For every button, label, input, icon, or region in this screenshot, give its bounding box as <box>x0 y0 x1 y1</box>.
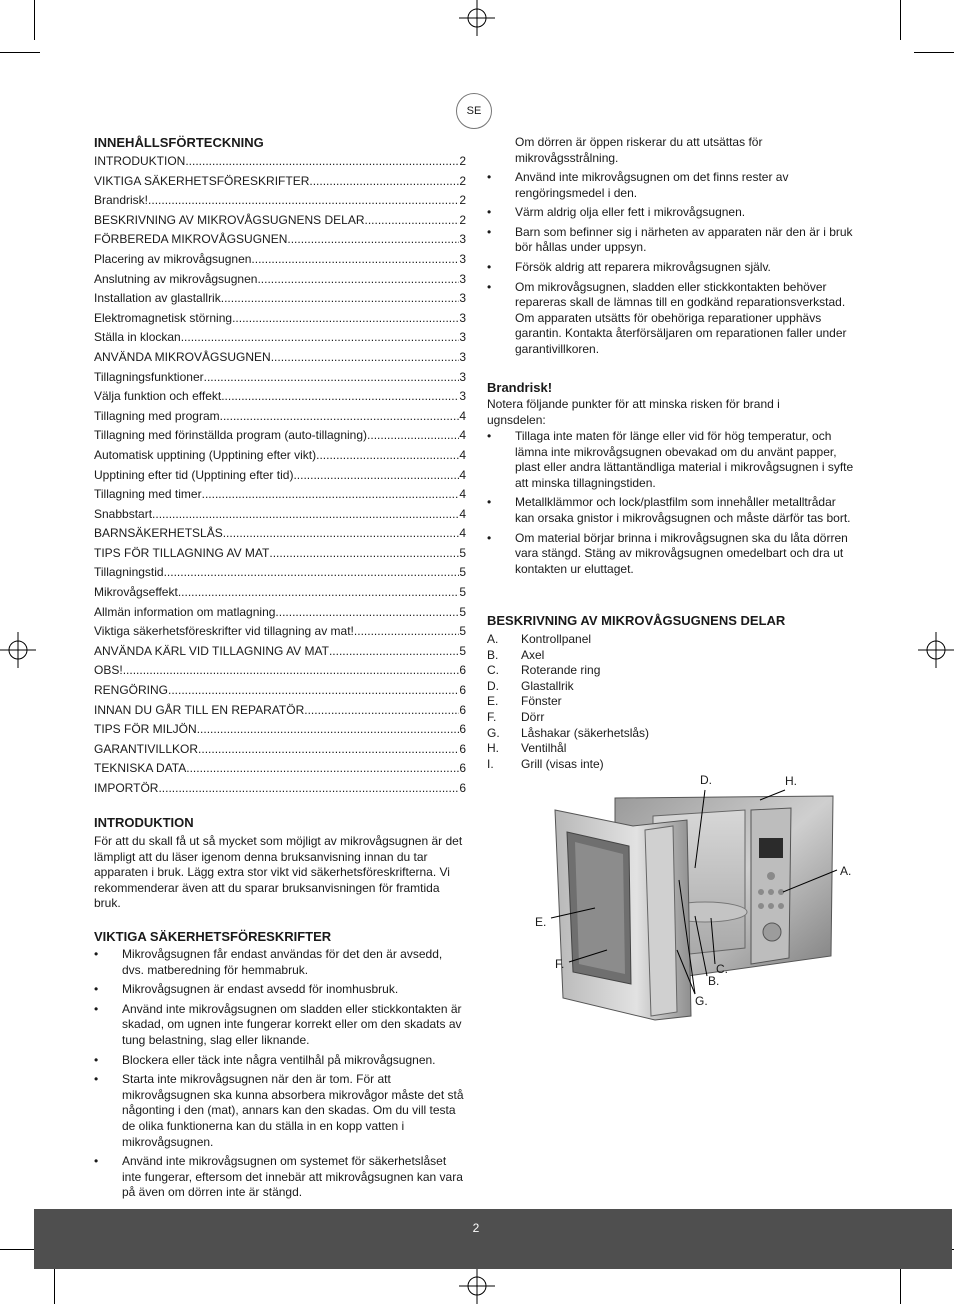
fire-list <box>487 429 855 581</box>
fire-title: Brandrisk! <box>487 380 553 395</box>
toc-entry <box>94 191 466 211</box>
part-label: Grill (visas inte) <box>521 756 604 771</box>
toc-entry-page: 6 <box>459 741 466 756</box>
part-key: C. <box>487 663 499 678</box>
toc-entry <box>94 211 466 231</box>
callout-g: G. <box>695 994 708 1008</box>
toc-entry-title: Installation av glastallrik <box>94 291 221 306</box>
part-item <box>487 726 787 742</box>
toc-entry <box>94 407 466 427</box>
toc-entry-page: 3 <box>459 389 466 404</box>
toc-entry-page: 5 <box>459 643 466 658</box>
toc-entry-page: 3 <box>459 251 466 266</box>
toc-entry-title: IMPORTÖR <box>94 781 159 795</box>
part-item <box>487 710 787 726</box>
bullet-item: • Använd inte mikrovågsugnen om sladden eller stickkontakten är skadad, om ugnen inte fungerar korrekt eller om den skadats av tung belastning, slag eller liknande. <box>94 1002 466 1049</box>
bullet-item: • Mikrovågsugnen får endast användas för det den är avsedd, dvs. matberedning för hemmabruk. <box>94 947 466 978</box>
registration-mark-icon <box>918 632 954 668</box>
toc-entry-title: GARANTIVILLKOR <box>94 741 199 756</box>
toc-entry <box>94 172 466 192</box>
toc-leader-dots <box>257 270 459 290</box>
part-item <box>487 648 787 664</box>
crop-mark <box>34 0 35 40</box>
crop-mark <box>914 52 954 53</box>
part-label: Glastallrik <box>521 678 574 693</box>
toc-leader-dots <box>204 368 460 388</box>
toc-leader-dots <box>221 289 460 309</box>
toc-entry <box>94 759 466 779</box>
toc-entry-page: 5 <box>459 545 466 560</box>
crop-mark <box>54 1264 55 1304</box>
toc-entry <box>94 740 466 760</box>
toc-entry-page: 3 <box>459 330 466 345</box>
toc-entry-title: Ställa in klockan <box>94 330 181 345</box>
toc-leader-dots <box>186 759 459 779</box>
bullet-item: • Metallklämmor och lock/plastfilm som innehåller metalltrådar kan orsaka gnistor i mikrovågsugnen och måste därför tas bort. <box>487 495 855 526</box>
toc-leader-dots <box>365 211 460 231</box>
toc-entry <box>94 524 466 544</box>
toc-entry-page: 3 <box>459 291 466 306</box>
part-key: A. <box>487 632 499 646</box>
part-key: F. <box>487 709 497 724</box>
part-key: D. <box>487 678 499 693</box>
toc-entry-title: Allmän information om matlagning <box>94 604 276 619</box>
toc-entry-title: Elektromagnetisk störning <box>94 310 233 325</box>
safety-list-continued <box>487 170 855 362</box>
toc-entry-page: 2 <box>459 212 466 227</box>
toc-entry-page: 3 <box>459 349 466 364</box>
toc-leader-dots <box>223 524 460 544</box>
toc-entry-title: FÖRBEREDA MIKROVÅGSUGNEN <box>94 232 288 247</box>
toc-leader-dots <box>354 622 459 642</box>
bullet-item: • Använd inte mikrovågsugnen om det finns rester av rengöringsmedel i den. <box>487 170 855 201</box>
toc-entry-page: 6 <box>459 683 466 698</box>
toc-entry <box>94 309 466 329</box>
toc-leader-dots <box>275 603 459 623</box>
bullet-item: • Använd inte mikrovågsugnen om systemet för säkerhetslåset inte fungerar, eftersom det innebär att mikrovågsugnen kan vara på även om dörren inte är stängd. <box>94 1154 466 1201</box>
toc-entry-title: Mikrovågseffekt <box>94 585 178 600</box>
toc-entry <box>94 368 466 388</box>
part-label: Kontrollpanel <box>521 632 592 646</box>
toc-entry-title: Brandrisk! <box>94 193 149 208</box>
callout-f: F. <box>555 957 565 971</box>
part-label: Dörr <box>521 709 545 724</box>
toc-leader-dots <box>197 720 460 740</box>
safety-title: VIKTIGA SÄKERHETSFÖRESKRIFTER <box>94 929 332 944</box>
intro-body: För att du skall få ut så mycket som möjligt av mikrovågsugnen är det lämpligt att du läser igenom denna bruksanvisning innan du tar apparaten i bruk. Lägg extra stor vikt vid säkerhetsföreskrifterna. Vi rekommenderar även att du sparar bruksanvisningen för framtida bruk. <box>94 834 463 911</box>
toc-entry-page: 2 <box>459 173 466 188</box>
crop-mark <box>0 52 40 53</box>
toc-entry-page: 3 <box>459 369 466 384</box>
toc-entry-title: INTRODUKTION <box>94 154 186 168</box>
part-item <box>487 632 787 648</box>
bullet-item: • Försök aldrig att reparera mikrovågsugnen själv. <box>487 260 855 276</box>
toc-entry <box>94 446 466 466</box>
toc-leader-dots <box>232 309 459 329</box>
toc-leader-dots <box>198 740 459 760</box>
toc-entry-page: 3 <box>459 271 466 286</box>
toc-entry-page: 6 <box>459 702 466 717</box>
toc-leader-dots <box>152 505 459 525</box>
toc-entry-page: 2 <box>459 193 466 208</box>
toc-entry <box>94 328 466 348</box>
bullet-item: • Om material börjar brinna i mikrovågsugnen ska du låta dörren vara stängd. Stäng av mikrovågsugnen omedelbart och dra ut kontakten ur eluttaget. <box>487 531 855 578</box>
toc-entry-page: 6 <box>459 663 466 678</box>
part-key: E. <box>487 694 499 709</box>
toc-entry-title: TIPS FÖR TILLAGNING AV MAT <box>94 545 270 560</box>
registration-mark-icon <box>459 0 495 36</box>
toc-leader-dots <box>309 172 459 192</box>
toc-entry <box>94 779 466 799</box>
bullet-item: • Blockera eller täck inte några ventilhål på mikrovågsugnen. <box>94 1053 466 1069</box>
toc-leader-dots <box>316 446 459 466</box>
toc-entry-page: 4 <box>459 467 466 482</box>
part-item <box>487 663 787 679</box>
part-label: Låshakar (säkerhetslås) <box>521 725 650 740</box>
toc-entry <box>94 701 466 721</box>
toc-leader-dots <box>220 407 460 427</box>
toc-entry-title: OBS! <box>94 663 123 678</box>
callout-h: H. <box>785 774 797 788</box>
toc-entry <box>94 603 466 623</box>
toc-entry-title: Snabbstart <box>94 506 153 521</box>
registration-mark-icon <box>459 1268 495 1304</box>
toc-entry-title: ANVÄNDA MIKROVÅGSUGNEN <box>94 349 271 364</box>
toc-leader-dots <box>185 152 459 172</box>
part-key: B. <box>487 647 499 662</box>
toc-entry-page: 5 <box>459 565 466 580</box>
toc-leader-dots <box>304 701 459 721</box>
toc-entry-page: 4 <box>459 487 466 502</box>
toc-entry-title: INNAN DU GÅR TILL EN REPARATÖR <box>94 702 305 717</box>
toc-title: INNEHÅLLSFÖRTECKNING <box>94 135 264 150</box>
toc-entry <box>94 485 466 505</box>
part-label: Roterande ring <box>521 663 601 678</box>
bullet-item: • Värm aldrig olja eller fett i mikrovågsugnen. <box>487 205 855 221</box>
toc-entry-title: VIKTIGA SÄKERHETSFÖRESKRIFTER <box>94 173 310 188</box>
toc-leader-dots <box>287 230 459 250</box>
callout-e: E. <box>535 915 547 929</box>
toc-leader-dots <box>123 661 460 681</box>
toc-entry <box>94 230 466 250</box>
toc-leader-dots <box>181 328 460 348</box>
toc-entry-title: Upptining efter tid (Upptining efter tid) <box>94 467 294 482</box>
microwave-illustration <box>545 780 845 1025</box>
callout-b: B. <box>708 974 720 988</box>
bullet-item: • Om mikrovågsugnen, sladden eller stickkontakten behöver repareras skall de lämnas till en godkänd reparationsverkstad. Om apparaten utsätts för obehöriga reparationer upphävs garantin. Kontakta återförsäljaren om reparationen faller under garantivillkoren. <box>487 280 855 358</box>
toc-entry-title: Automatisk upptining (Upptining efter vikt) <box>94 447 317 462</box>
toc-entry-title: Viktiga säkerhetsföreskrifter vid tillagning av mat! <box>94 624 354 639</box>
toc-leader-dots <box>164 563 460 583</box>
toc-leader-dots <box>251 250 459 270</box>
toc-entry <box>94 544 466 564</box>
toc-entry-page: 5 <box>459 604 466 619</box>
toc-entry-page: 3 <box>459 310 466 325</box>
toc-entry <box>94 289 466 309</box>
registration-mark-icon <box>0 632 36 668</box>
toc-entry-title: TIPS FÖR MILJÖN <box>94 722 197 737</box>
toc-entry-page: 4 <box>459 526 466 541</box>
toc-entry-title: Tillagning med timer <box>94 487 202 502</box>
toc-entry-page: 4 <box>459 506 466 521</box>
crop-mark <box>900 0 901 40</box>
callout-d: D. <box>700 773 712 787</box>
callout-c: C. <box>716 962 728 976</box>
part-item <box>487 757 787 773</box>
toc-entry <box>94 387 466 407</box>
toc-leader-dots <box>202 485 460 505</box>
toc-entry-title: Tillagningsfunktioner <box>94 369 204 384</box>
toc-entry-title: Tillagning med förinställda program (auto-tillagning) <box>94 428 368 443</box>
toc-leader-dots <box>329 642 459 662</box>
language-badge: SE <box>456 93 492 129</box>
toc-leader-dots <box>271 348 460 368</box>
toc-leader-dots <box>158 779 459 799</box>
toc-entry-page: 6 <box>459 781 466 795</box>
toc-entry <box>94 466 466 486</box>
toc-entry <box>94 681 466 701</box>
parts-title: BESKRIVNING AV MIKROVÅGSUGNENS DELAR <box>487 613 786 628</box>
toc-entry <box>94 720 466 740</box>
toc-entry-page: 6 <box>459 722 466 737</box>
bullet-item: • Mikrovågsugnen är endast avsedd för inomhusbruk. <box>94 982 466 998</box>
part-key: H. <box>487 741 499 756</box>
page-number: 2 <box>472 1221 480 1235</box>
part-key: I. <box>487 756 494 771</box>
toc-leader-dots <box>148 191 459 211</box>
toc-entry-page: 4 <box>459 428 466 443</box>
toc-entry <box>94 270 466 290</box>
part-item <box>487 741 787 757</box>
toc-entry <box>94 563 466 583</box>
intro-title: INTRODUKTION <box>94 815 194 830</box>
toc-entry-page: 5 <box>459 585 466 600</box>
part-label: Fönster <box>521 694 562 709</box>
toc-entry <box>94 348 466 368</box>
toc-entry <box>94 622 466 642</box>
part-label: Ventilhål <box>521 741 567 756</box>
bullet-item: • Starta inte mikrovågsugnen när den är tom. För att mikrovågsugnen ska kunna absorbera mikrovågor måste det stå någonting i den (mat), annars kan den skadas. Om du vill testa de olika funktionerna kan du ställa in en kopp vatten i mikrovågsugnen. <box>94 1072 466 1150</box>
toc-entry-title: BESKRIVNING AV MIKROVÅGSUGNENS DELAR <box>94 212 365 227</box>
bullet-item: • Barn som befinner sig i närheten av apparaten när den är i bruk bör hållas under uppsyn. <box>487 225 855 256</box>
part-label: Axel <box>521 647 545 662</box>
toc-entry <box>94 642 466 662</box>
toc-entry-title: BARNSÄKERHETSLÅS <box>94 526 223 541</box>
toc-entry <box>94 250 466 270</box>
table-of-contents <box>94 152 466 799</box>
toc-entry <box>94 152 466 172</box>
toc-entry-title: Placering av mikrovågsugnen <box>94 251 252 266</box>
parts-list <box>487 632 787 772</box>
fire-intro: Notera följande punkter för att minska risken för brand i ugnsdelen: <box>487 397 780 427</box>
toc-entry-title: ANVÄNDA KÄRL VID TILLAGNING AV MAT <box>94 643 329 658</box>
toc-entry <box>94 583 466 603</box>
toc-entry-title: TEKNISKA DATA <box>94 761 187 776</box>
toc-entry-page: 5 <box>459 624 466 639</box>
toc-entry-page: 4 <box>459 408 466 423</box>
toc-leader-dots <box>367 426 459 446</box>
toc-entry <box>94 426 466 446</box>
toc-entry <box>94 505 466 525</box>
toc-leader-dots <box>178 583 460 603</box>
part-item <box>487 694 787 710</box>
page-footer <box>34 1209 952 1269</box>
toc-entry-title: Välja funktion och effekt <box>94 389 222 404</box>
part-key: G. <box>487 725 500 740</box>
toc-leader-dots <box>221 387 459 407</box>
toc-entry-title: Anslutning av mikrovågsugnen <box>94 271 258 286</box>
safety-list <box>94 947 466 1205</box>
callout-a: A. <box>840 864 852 878</box>
toc-leader-dots <box>269 544 459 564</box>
toc-entry <box>94 661 466 681</box>
toc-entry-title: RENGÖRING <box>94 683 169 698</box>
toc-leader-dots <box>168 681 459 701</box>
crop-mark <box>900 1264 901 1304</box>
toc-entry-title: Tillagningstid <box>94 565 164 580</box>
toc-entry-page: 4 <box>459 447 466 462</box>
toc-entry-page: 6 <box>459 761 466 776</box>
toc-leader-dots <box>293 466 459 486</box>
part-item <box>487 679 787 695</box>
toc-entry-page: 2 <box>459 154 466 168</box>
safety-continuation: Om dörren är öppen riskerar du att utsättas för mikrovågsstrålning. <box>515 135 763 165</box>
bullet-item: • Tillaga inte maten för länge eller vid för hög temperatur, och lämna inte mikrovågsugnen obevakad om du använt papper, plast eller andra lättantändliga material i mikrovågsugnen i syfte att minska tillagningstiden. <box>487 429 855 491</box>
toc-entry-title: Tillagning med program <box>94 408 220 423</box>
toc-entry-page: 3 <box>459 232 466 247</box>
